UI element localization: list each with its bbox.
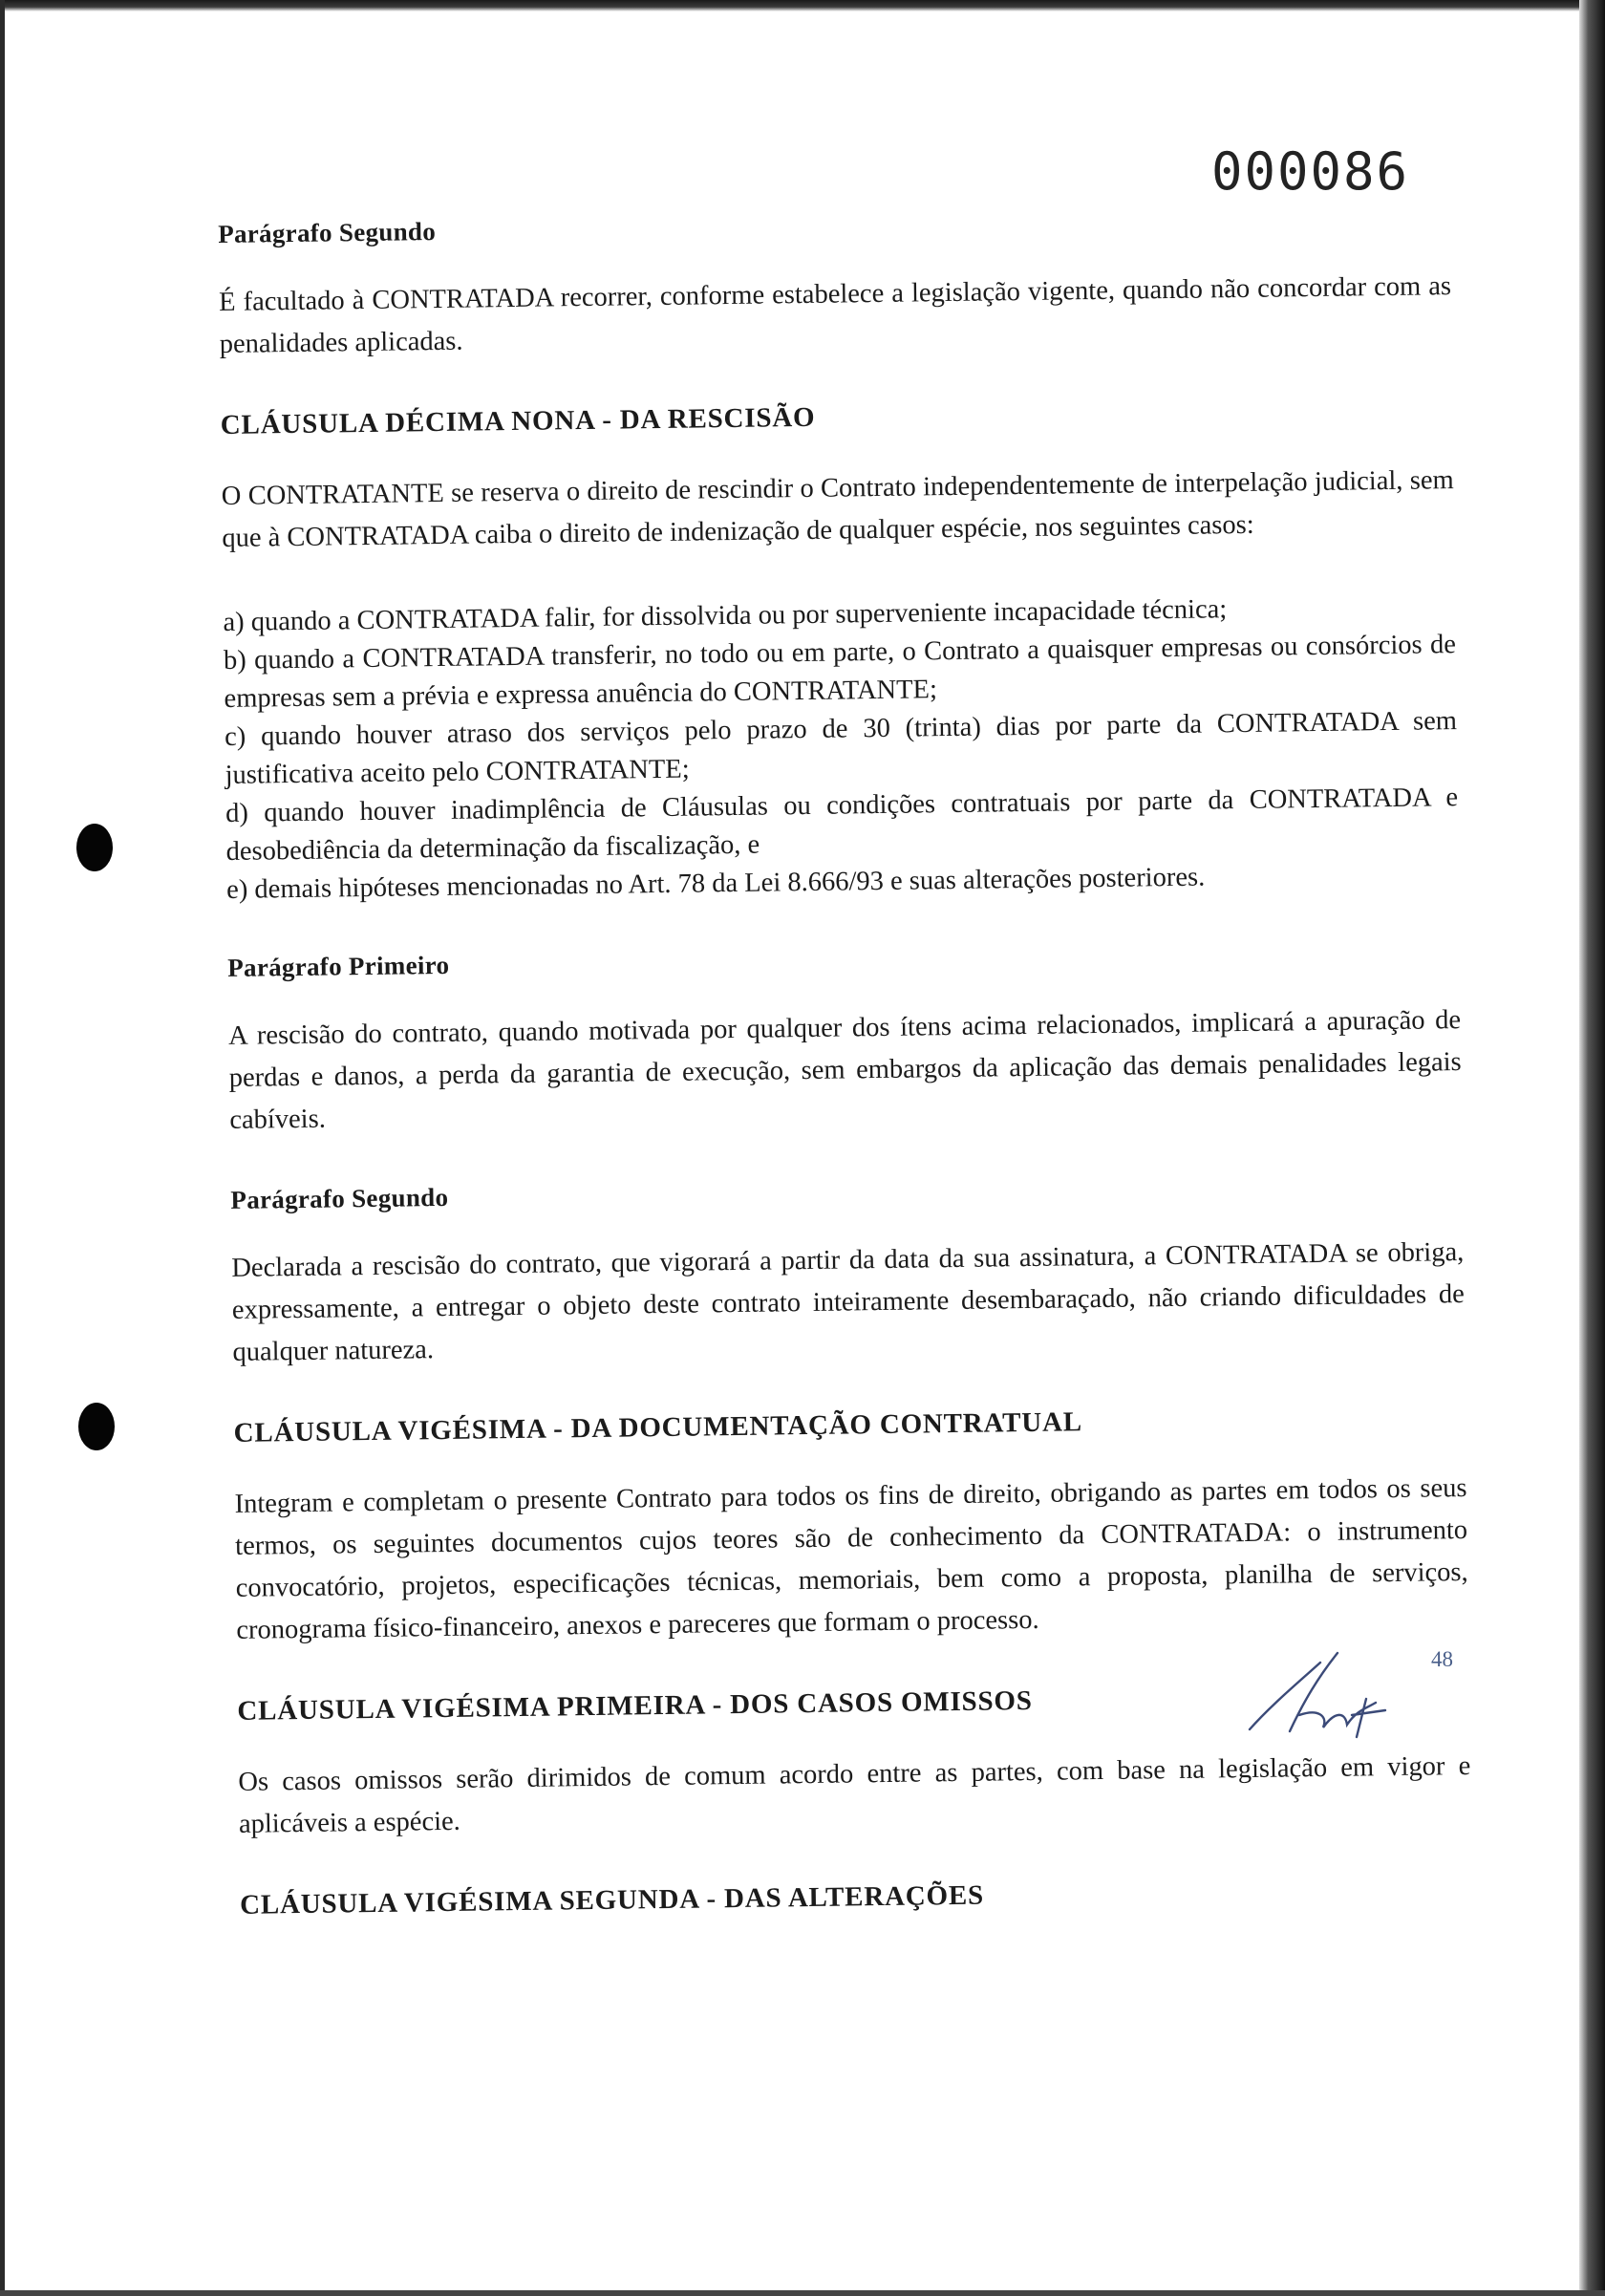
clause-heading: CLÁUSULA DÉCIMA NONA - DA RESCISÃO (220, 401, 816, 440)
section-subheading: Parágrafo Segundo (230, 1182, 449, 1214)
punch-hole-upper (76, 824, 113, 871)
section-paragraph: O CONTRATANTE se reserva o direito de rescindir o Contrato independentemente de interpelação judicial, sem que à CONTRATADA caiba o direito de indenização de qualquer espécie, nos seguintes casos: (221, 465, 1454, 553)
section-paragraph: Declarada a rescisão do contrato, que vigorará a partir da data da sua assinatura, a CONTRATADA se obriga, expressamente, a entregar o objeto deste contrato inteiramente desembaraçado, não criando dificuldades de qualquer natureza. (231, 1237, 1466, 1367)
scan-edge-top (0, 0, 1605, 11)
list-item: b) quando a CONTRATADA transferir, no todo ou em parte, o Contrato a quaisquer empresas ou consórcios de empresas sem a prévia e expressa anuência do CONTRATANTE; (223, 630, 1457, 714)
list-item: e) demais hipóteses mencionadas no Art. 78 da Lei 8.666/93 e suas alterações posteriores. (225, 862, 1206, 905)
clause-heading: CLÁUSULA VIGÉSIMA PRIMEIRA - DOS CASOS OMISSOS (237, 1684, 1033, 1727)
section-subheading: Parágrafo Primeiro (227, 950, 450, 982)
scan-edge-right (1579, 0, 1605, 2296)
section-paragraph: É facultado à CONTRATADA recorrer, conforme estabelece a legislação vigente, quando não concordar com as penalidades aplicadas. (218, 271, 1452, 359)
page-stamp-number: 000086 (1211, 141, 1410, 202)
rescission-cases-list (223, 588, 1459, 910)
list-item: d) quando houver inadimplência de Cláusulas ou condições contratuais por parte da CONTRATADA e desobediência da determinação da fiscalização, e (225, 783, 1459, 867)
section-paragraph: Integram e completam o presente Contrato para todos os fins de direito, obrigando as partes em todos os seus termos, os seguintes documentos cujos teores são de conhecimento da CONTRATADA: o instrumento convocatório, projetos, especificações técnicas, memoriais, bem como a proposta, planilha de serviços, cronograma físico-financeiro, anexos e pareceres que formam o processo. (234, 1473, 1468, 1645)
page-number: 48 (1431, 1647, 1453, 1671)
section-paragraph: Os casos omissos serão dirimidos de comum acordo entre as partes, com base na legislação em vigor e aplicáveis a espécie. (238, 1750, 1471, 1839)
list-item: c) quando houver atraso dos serviços pelo prazo de 30 (trinta) dias por parte da CONTRATADA sem justificativa aceito pelo CONTRATANTE; (224, 706, 1458, 790)
list-item: a) quando a CONTRATADA falir, for dissolvida ou por superveniente incapacidade técnica; (223, 594, 1228, 637)
clause-heading: CLÁUSULA VIGÉSIMA - DA DOCUMENTAÇÃO CONTRATUAL (233, 1406, 1083, 1448)
signature-initials-icon (1232, 1624, 1423, 1758)
punch-hole-lower (78, 1403, 115, 1450)
section-subheading: Parágrafo Segundo (218, 217, 437, 248)
scan-edge-bottom (0, 2290, 1605, 2296)
section-paragraph: A rescisão do contrato, quando motivada por qualquer dos ítens acima relacionados, implicará a apuração de perdas e danos, a perda da garantia de execução, sem embargos da aplicação das demais penalidades legais cabíveis. (227, 1005, 1462, 1135)
scan-edge-left (0, 0, 5, 2296)
clause-heading: CLÁUSULA VIGÉSIMA SEGUNDA - DAS ALTERAÇÕES (239, 1879, 985, 1920)
